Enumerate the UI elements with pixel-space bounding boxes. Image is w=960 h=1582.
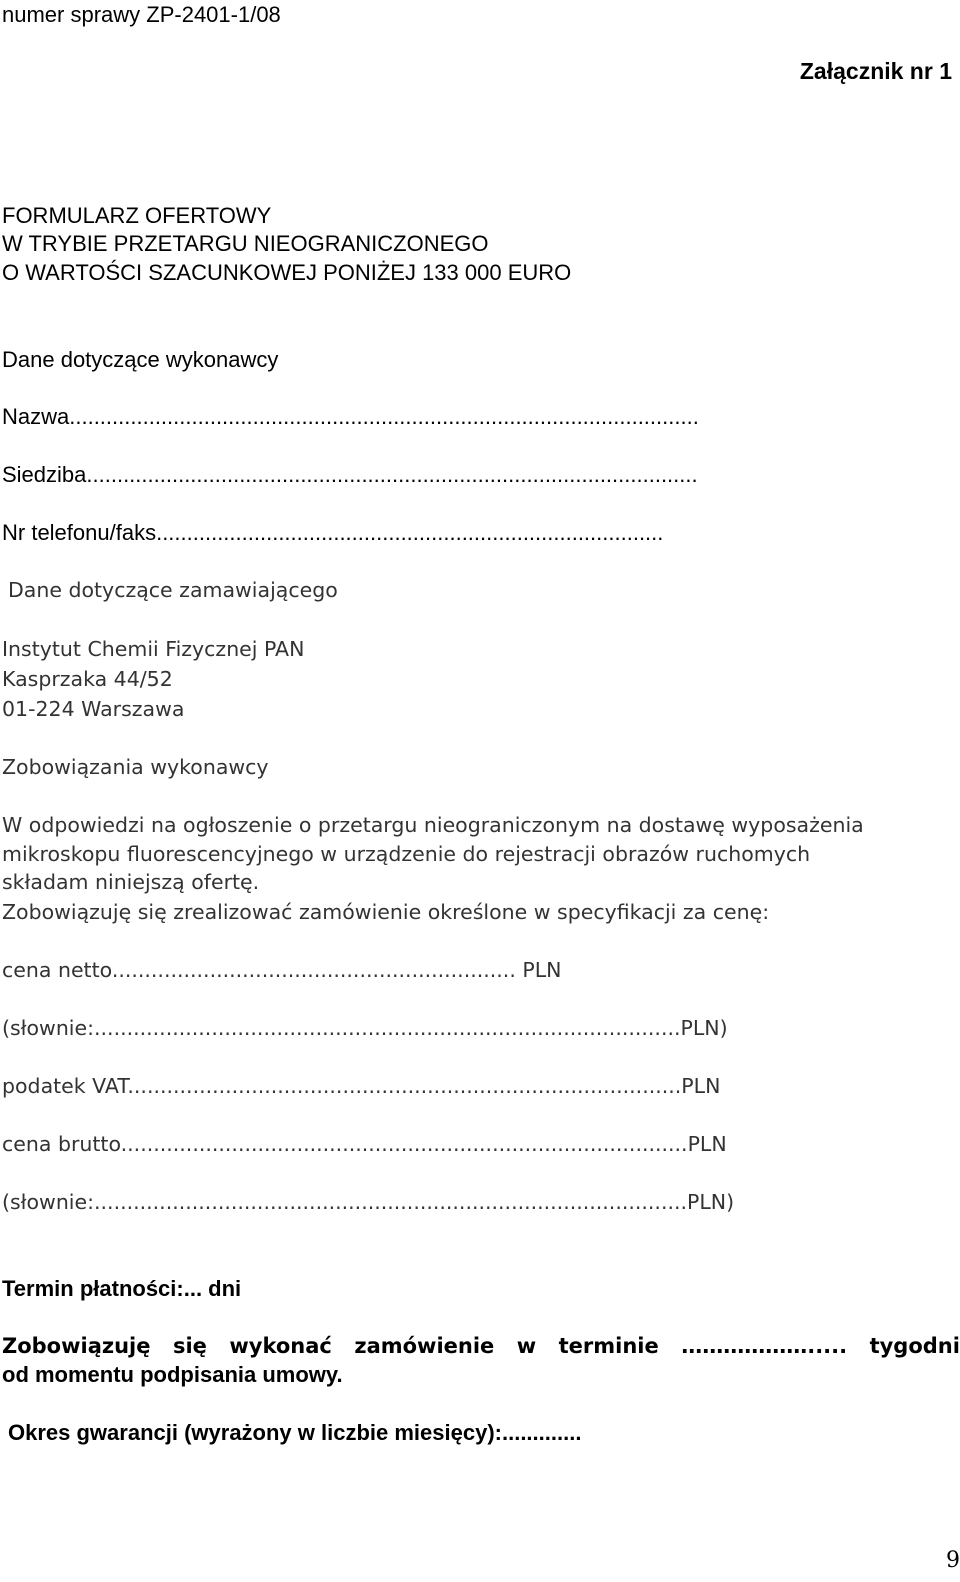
gross-price-words-field: (słownie:...........................................................................................PLN)	[2, 1190, 735, 1214]
warranty-period: Okres gwarancji (wyrażony w liczbie miesięcy):.............	[8, 1420, 582, 1445]
contractor-phone-field: Nr telefonu/faks...................................................................................	[2, 520, 664, 545]
completion-term-line-1	[2, 1336, 960, 1357]
completion-term-line-2: od momentu podpisania umowy.	[2, 1362, 343, 1387]
vat-field: podatek VAT.....................................................................................PLN	[2, 1074, 721, 1098]
client-street: Kasprzaka 44/52	[2, 667, 173, 691]
contractor-heading: Dane dotyczące wykonawcy	[2, 347, 279, 372]
completion-word: Zobowiązuję	[2, 1334, 151, 1358]
client-heading: Dane dotyczące zamawiającego	[8, 578, 338, 602]
contractor-seat-field: Siedziba....................................................................................................	[2, 462, 698, 487]
annex-label: Załącznik nr 1	[799, 58, 952, 84]
price-commitment: Zobowiązuję się zrealizować zamówienie określone w specyfikacji za cenę:	[2, 900, 770, 924]
contractor-name-field: Nazwa.......................................................................................................	[2, 404, 699, 429]
completion-word: w	[516, 1334, 537, 1358]
offer-paragraph-line-2: mikroskopu fluorescencyjnego w urządzenie do rejestracji obrazów ruchomych	[2, 842, 811, 866]
completion-word: tygodni	[869, 1334, 960, 1358]
payment-term: Termin płatności:... dni	[2, 1276, 242, 1301]
offer-paragraph-line-1: W odpowiedzi na ogłoszenie o przetargu nieograniczonym na dostawę wyposażenia	[2, 813, 864, 837]
form-title-line-3: O WARTOŚCI SZACUNKOWEJ PONIŻEJ 133 000 EURO	[2, 260, 572, 285]
completion-word: zamówienie	[354, 1334, 495, 1358]
case-number: numer sprawy ZP-2401-1/08	[2, 2, 281, 27]
form-title-line-1: FORMULARZ OFERTOWY	[2, 203, 272, 228]
net-price-words-field: (słownie:..........................................................................................PLN)	[2, 1016, 728, 1040]
page-number: 9	[946, 1548, 960, 1573]
gross-price-field: cena brutto.......................................................................................PLN	[2, 1132, 727, 1156]
offer-paragraph-line-3: składam niniejszą ofertę.	[2, 870, 260, 894]
completion-blank: ……………….....	[681, 1334, 848, 1358]
client-name: Instytut Chemii Fizycznej PAN	[2, 637, 305, 661]
obligations-heading: Zobowiązania wykonawcy	[2, 755, 269, 779]
completion-word: się	[172, 1334, 207, 1358]
client-city: 01-224 Warszawa	[2, 697, 185, 721]
completion-word: wykonać	[229, 1334, 332, 1358]
completion-word: terminie	[558, 1334, 659, 1358]
net-price-field: cena netto.............................................................. PLN	[2, 958, 562, 982]
form-title-line-2: W TRYBIE PRZETARGU NIEOGRANICZONEGO	[2, 231, 489, 256]
